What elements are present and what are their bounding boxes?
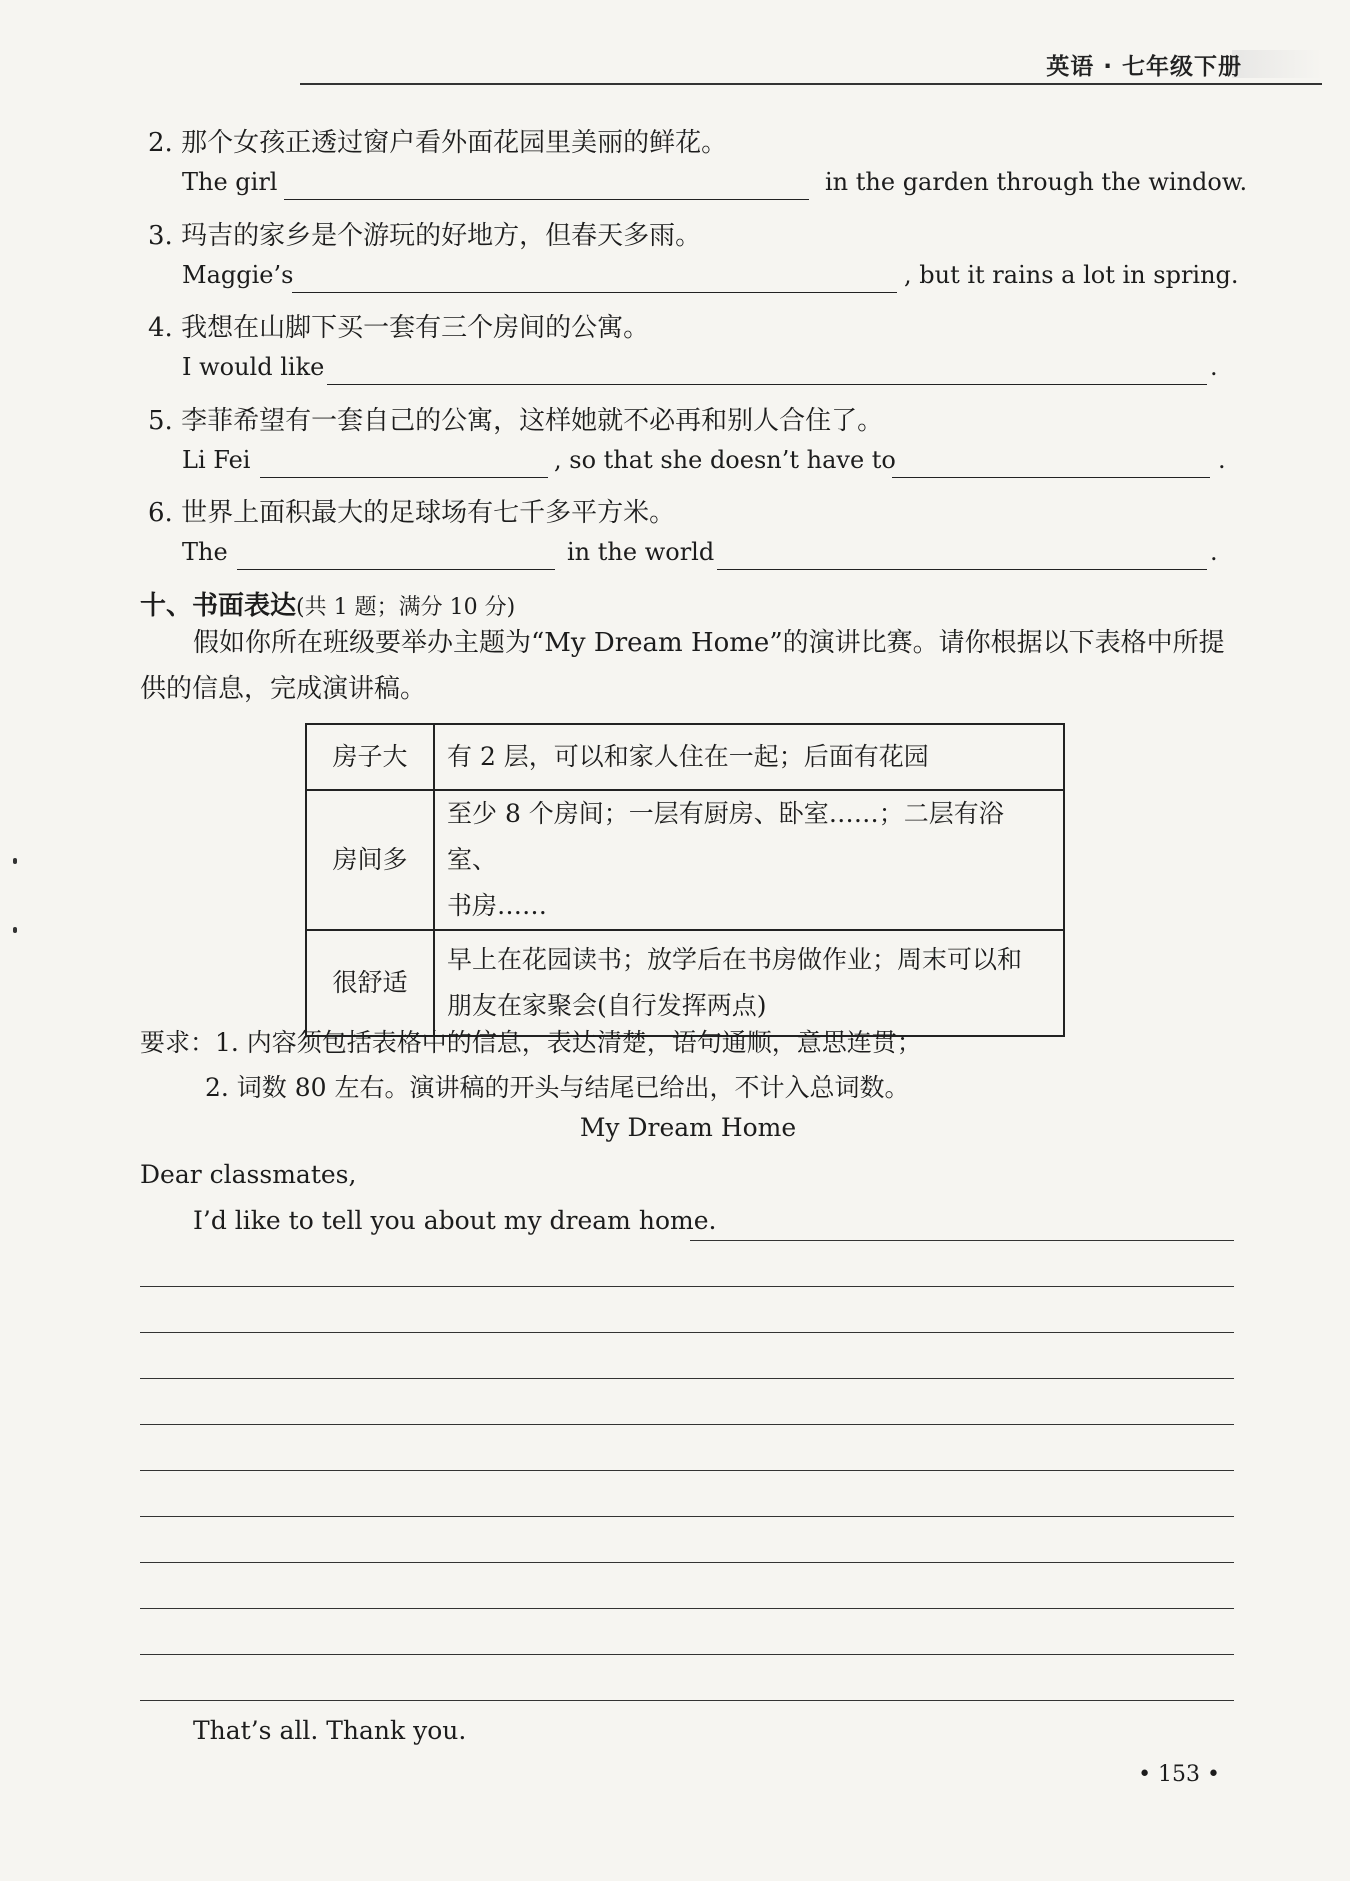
answer-prefix: Li Fei: [182, 446, 251, 474]
writing-line[interactable]: [140, 1516, 1234, 1517]
table-key: 很舒适: [306, 930, 434, 1036]
table-row: [306, 724, 1064, 790]
answer-end: .: [1210, 538, 1218, 566]
writing-line[interactable]: [140, 1608, 1234, 1609]
book-title: 英语 · 七年级下册: [1046, 54, 1242, 80]
question-5-chinese: 5. 李菲希望有一套自己的公寓，这样她就不必再和别人合住了。: [148, 406, 884, 436]
section-score: (共 1 题；满分 10 分): [296, 595, 516, 620]
writing-line[interactable]: [690, 1240, 1234, 1241]
answer-blank[interactable]: [284, 199, 809, 200]
requirement-2: 2. 词数 80 左右。演讲稿的开头与结尾已给出，不计入总词数。: [205, 1073, 910, 1102]
question-4-answer-line: [182, 353, 1232, 387]
writing-line[interactable]: [140, 1562, 1234, 1563]
table-value-line: 至少 8 个房间；一层有厨房、卧室……；二层有浴室、: [447, 799, 1004, 874]
answer-middle: in the world: [567, 538, 715, 566]
question-3-chinese: 3. 玛吉的家乡是个游玩的好地方，但春天多雨。: [148, 221, 702, 251]
section-intro-line-1: 假如你所在班级要举办主题为“My Dream Home”的演讲比赛。请你根据以下表格中所提: [193, 628, 1225, 658]
question-6-answer-line: [182, 538, 1232, 572]
table-value-line: 有 2 层，可以和家人住在一起；后面有花园: [447, 742, 929, 771]
table-value: [434, 930, 1064, 1036]
header-rule: [300, 83, 1322, 85]
table-value-line: 书房……: [447, 891, 548, 920]
answer-middle: , so that she doesn’t have to: [554, 446, 896, 474]
question-5-answer-line: [182, 446, 1232, 480]
table-value: [434, 724, 1064, 790]
section-heading: [140, 585, 515, 622]
answer-prefix: The girl: [182, 168, 278, 196]
info-table: [305, 723, 1065, 1037]
question-6-chinese: 6. 世界上面积最大的足球场有七千多平方米。: [148, 498, 676, 528]
question-2-chinese: 2. 那个女孩正透过窗户看外面花园里美丽的鲜花。: [148, 128, 728, 158]
essay-opening: I’d like to tell you about my dream home.: [193, 1206, 717, 1235]
answer-blank-1[interactable]: [260, 477, 548, 478]
page-number: • 153 •: [1138, 1762, 1220, 1787]
page-header: [0, 0, 1350, 90]
answer-prefix: Maggie’s: [182, 261, 294, 289]
table-key: 房间多: [306, 790, 434, 930]
answer-end: .: [1210, 353, 1218, 381]
table-value-line: 早上在花园读书；放学后在书房做作业；周末可以和: [447, 945, 1023, 974]
question-2-answer-line: [182, 168, 1248, 202]
question-3-answer-line: [182, 261, 1239, 295]
answer-suffix: , but it rains a lot in spring.: [904, 261, 1239, 289]
answer-blank[interactable]: [292, 292, 897, 293]
table-value-line: 朋友在家聚会(自行发挥两点): [447, 991, 767, 1020]
section-intro-line-2: 供的信息，完成演讲稿。: [140, 674, 427, 704]
header-tab-shade: [1232, 50, 1322, 78]
answer-prefix: I would like: [182, 353, 325, 381]
answer-suffix: in the garden through the window.: [825, 168, 1248, 196]
table-row: [306, 790, 1064, 930]
requirement-1: 要求：1. 内容须包括表格中的信息，表达清楚，语句通顺，意思连贯；: [140, 1028, 922, 1057]
answer-prefix: The: [182, 538, 228, 566]
writing-line[interactable]: [140, 1654, 1234, 1655]
answer-blank-2[interactable]: [892, 477, 1210, 478]
section-title: 十、书面表达: [140, 591, 297, 621]
margin-mark: [13, 858, 17, 864]
table-row: [306, 930, 1064, 1036]
essay-greeting: Dear classmates,: [140, 1160, 357, 1189]
essay-title: My Dream Home: [579, 1113, 797, 1142]
answer-end: .: [1218, 446, 1226, 474]
writing-line[interactable]: [140, 1470, 1234, 1471]
answer-blank-1[interactable]: [237, 569, 555, 570]
answer-blank-2[interactable]: [717, 569, 1207, 570]
writing-line[interactable]: [140, 1286, 1234, 1287]
writing-line[interactable]: [140, 1378, 1234, 1379]
writing-line[interactable]: [140, 1424, 1234, 1425]
answer-blank[interactable]: [327, 384, 1207, 385]
table-value: [434, 790, 1064, 930]
margin-mark: [13, 927, 17, 933]
writing-line[interactable]: [140, 1700, 1234, 1701]
question-4-chinese: 4. 我想在山脚下买一套有三个房间的公寓。: [148, 313, 650, 343]
table-key: 房子大: [306, 724, 434, 790]
essay-closing: That’s all. Thank you.: [193, 1716, 467, 1745]
writing-line[interactable]: [140, 1332, 1234, 1333]
